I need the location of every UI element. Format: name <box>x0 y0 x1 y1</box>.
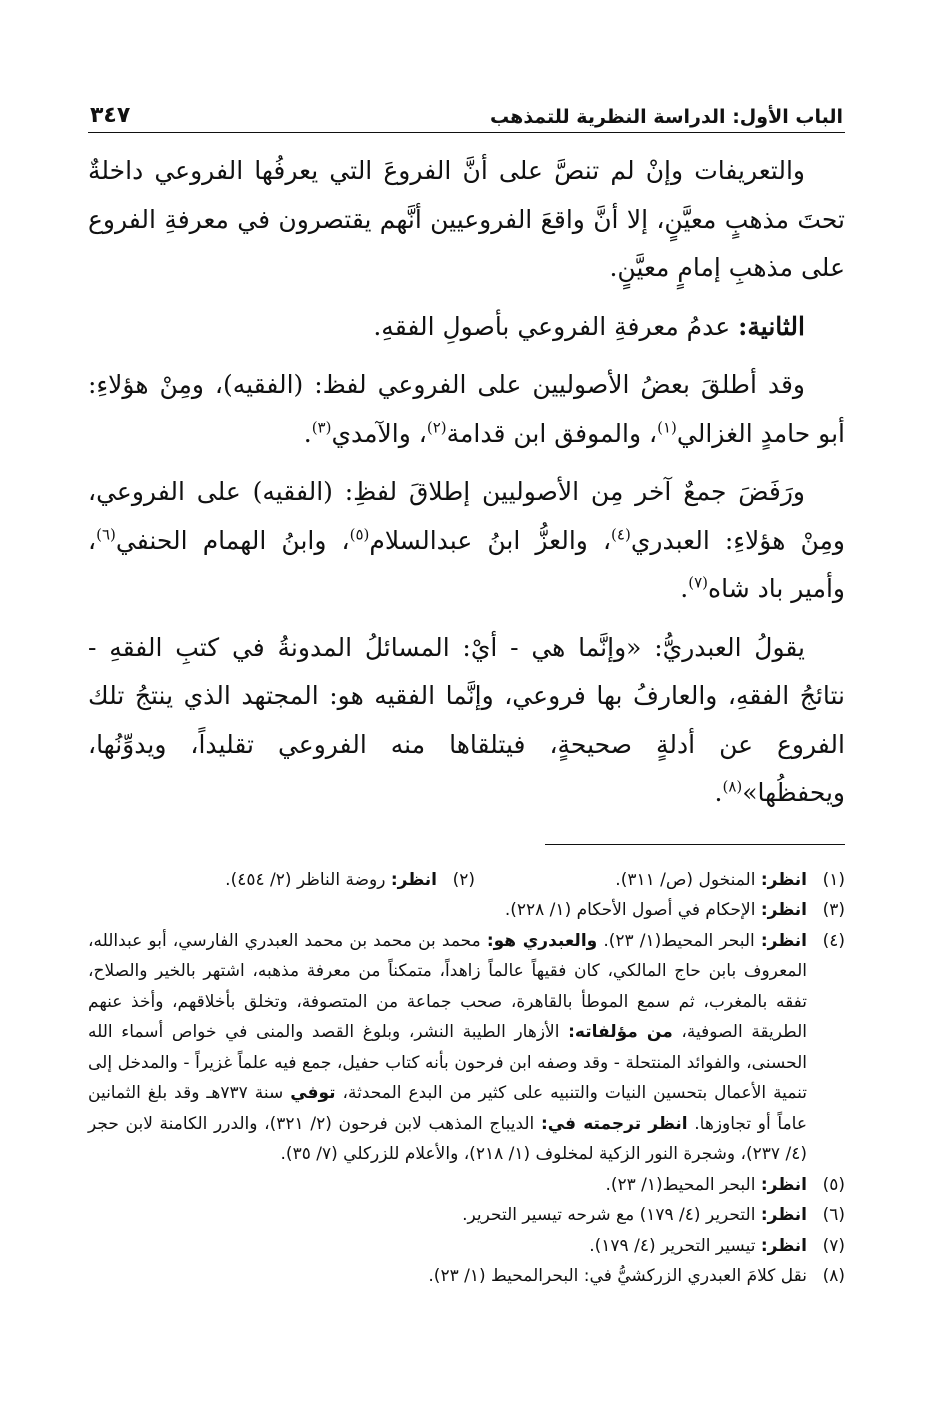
footnote-1-number: (١) <box>822 869 845 890</box>
paragraph-4 <box>88 468 845 614</box>
footnote-8-number: (٨) <box>822 1266 845 1286</box>
paragraph-2-label: الثانية: <box>738 311 805 341</box>
footnote-4-text-c: الأزهار الطيبة النشر، وبلوغ القصد والمنى في خواص أسماء الله الحسنى، والفوائد المنتحلة - وقد وصفه ابن فرحون بأنه كتاب حفيل، جمع فيه علماً غزيراً - والمدخل إلى تنمية الأعمال بتحسين النيات والتنبيه على كثير من البدع المحدثة، <box>88 1022 808 1103</box>
footnote-5-body <box>88 1170 807 1201</box>
footnote-7-number: (٧) <box>822 1235 845 1256</box>
footnote-4-label-3: من مؤلفاته: <box>568 1022 673 1042</box>
footnote-3-text: الإحكام في أصول الأحكام (١/ ٢٢٨). <box>504 900 761 920</box>
footnote-7 <box>88 1231 845 1262</box>
footnote-7-label: انظر: <box>760 1235 807 1256</box>
footnote-5-text: البحر المحيط(١/ ٢٣). <box>605 1174 761 1195</box>
paragraph-4-text-d: ، وأمير باد شاه <box>88 525 845 603</box>
chapter-title: الباب الأول: الدراسة النظرية للتمذهب <box>490 106 843 128</box>
footnote-4-label: انظر: <box>760 930 807 951</box>
footnote-3-number: (٣) <box>822 900 845 920</box>
footnote-7-text: تيسير التحرير (٤/ ١٧٩). <box>589 1235 761 1256</box>
paragraph-1 <box>88 147 845 293</box>
footnote-7-body <box>88 1231 807 1262</box>
paragraph-3 <box>88 361 845 458</box>
footnote-ref-3: (٣) <box>311 418 332 437</box>
footnote-divider <box>545 844 845 845</box>
page-number: ٣٤٧ <box>90 103 131 128</box>
footnote-2 <box>105 865 475 896</box>
footnote-6 <box>88 1200 845 1231</box>
footnote-4-label-4: توفي <box>290 1083 336 1103</box>
footnote-1-body <box>475 865 807 896</box>
footnote-2-number: (٢) <box>452 869 475 890</box>
footnote-4-text-e: الديباج المذهب لابن فرحون (٢/ ٣٢١)، والدرر الكامنة لابن حجر (٤/ ٢٣٧)، وشجرة النور الزكية لمخلوف (١/ ٢١٨)، والأعلام للزركلي (٧/ ٣٥). <box>88 1113 807 1164</box>
footnote-2-body <box>105 865 437 896</box>
footnote-5-label: انظر: <box>760 1174 807 1195</box>
footnote-ref-8: (٨) <box>722 777 743 796</box>
footnote-5 <box>88 1170 845 1201</box>
footnotes <box>88 865 845 1292</box>
footnote-row-1-2 <box>88 865 845 896</box>
footnote-2-label: انظر: <box>390 869 437 890</box>
paragraph-2 <box>88 303 845 352</box>
footnote-3-body <box>88 895 807 926</box>
footnote-4 <box>88 926 845 1170</box>
footnote-6-body <box>88 1200 807 1231</box>
paragraph-3-text-b: ، والموفق ابن قدامة <box>446 418 658 448</box>
footnote-1 <box>475 865 845 896</box>
footnote-ref-5: (٥) <box>349 525 370 544</box>
paragraph-3-text-c: ، والآمدي <box>331 418 427 448</box>
footnote-6-number: (٦) <box>822 1205 845 1225</box>
footnote-6-text: التحرير (٤/ ١٧٩) مع شرحه تيسير التحرير. <box>462 1205 761 1225</box>
footnote-4-text-b: محمد بن محمد بن محمد العبدري الفارسي، أبو عبدالله، المعروف بابن حاج المالكي، كان فقيهاً عالماً زاهداً، متمكناً من معرفة مذهبه، اشتهر بالخير والصلاح، تفقه بالمغرب، ثم سمع الموطأ بالقاهرة، صحب جماعة من المتصوفة، وتخلق بأخلاقهم، وأخذ عنهم الطريقة الصوفية، <box>88 930 808 1042</box>
footnote-4-text-d: سنة ٧٣٧هـ وقد بلغ الثمانين عاماً أو تجاوزها. <box>88 1083 807 1134</box>
footnote-1-label: انظر: <box>760 869 807 890</box>
paragraph-5-text-a: يقولُ العبدريُّ: «وإنَّما هي - أيْ: المسائلُ المدونةُ في كتبِ الفقهِ - نتائجُ الفقهِ، والعارفُ بها فروعي، وإنَّما الفقيه هو: المجتهد الذي ينتجُ تلك الفروع عن أدلةٍ صحيحةٍ، فيتلقاها منه الفروعي تقليداً، ويدوِّنُها، ويحفظُها» <box>88 632 845 807</box>
book-page <box>88 88 845 1292</box>
main-text <box>88 147 845 818</box>
footnote-2-text: روضة الناظر (٢/ ٤٥٤). <box>225 869 391 890</box>
footnote-ref-6: (٦) <box>96 525 116 544</box>
paragraph-4-text-a: ورَفَضَ جمعٌ آخر مِن الأصوليين إطلاقَ لفظِ: (الفقيه) على الفروعي، ومِنْ هؤلاءِ: العبدري <box>88 477 845 555</box>
paragraph-3-text-d: . <box>303 418 312 448</box>
paragraph-5 <box>88 624 845 818</box>
footnote-8-text: نقل كلامَ العبدري الزركشيُّ في: البحرالمحيط (١/ ٢٣). <box>428 1266 807 1286</box>
footnote-5-number: (٥) <box>822 1174 845 1195</box>
paragraph-4-text-c: ، وابنُ الهمام الحنفي <box>115 525 350 555</box>
footnote-4-label-5: انظر ترجمته في: <box>540 1113 688 1134</box>
footnote-3-label: انظر: <box>760 900 807 920</box>
footnote-8 <box>88 1261 845 1292</box>
paragraph-5-text-b: . <box>714 778 723 807</box>
footnote-4-number: (٤) <box>822 930 845 951</box>
paragraph-3-text-a: وقد أطلقَ بعضُ الأصوليين على الفروعي لفظ: (الفقيه)، ومِنْ هؤلاءِ: أبو حامدٍ الغزالي <box>88 370 845 448</box>
footnote-ref-7: (٧) <box>688 573 708 592</box>
footnote-ref-4: (٤) <box>611 525 631 544</box>
footnote-4-text-a: البحر المحيط(١/ ٢٣). <box>597 930 761 951</box>
paragraph-2-text: عدمُ معرفةِ الفروعي بأصولِ الفقهِ. <box>373 311 739 341</box>
footnote-ref-2: (٢) <box>426 418 447 437</box>
footnote-4-body <box>88 926 807 1170</box>
running-header <box>88 88 845 133</box>
footnote-ref-1: (١) <box>657 418 677 437</box>
paragraph-1-text: والتعريفات وإنْ لم تنصَّ على أنَّ الفروعَ التي يعرفُها الفروعي داخلةٌ تحتَ مذهبٍ معيَّنٍ، إلا أنَّ واقعَ الفروعيين أنَّهم يقتصرون في معرفةِ الفروع على مذهبِ إمامٍ معيَّنٍ. <box>88 156 845 282</box>
footnote-6-label: انظر: <box>760 1205 807 1225</box>
footnote-1-text: المنخول (ص/ ٣١١). <box>615 869 761 890</box>
footnote-3 <box>88 895 845 926</box>
paragraph-4-text-e: . <box>680 574 689 603</box>
paragraph-4-text-b: ، والعزُّ ابنُ عبدالسلام <box>369 525 612 555</box>
footnote-4-label-2: والعبدري هو: <box>486 930 598 951</box>
